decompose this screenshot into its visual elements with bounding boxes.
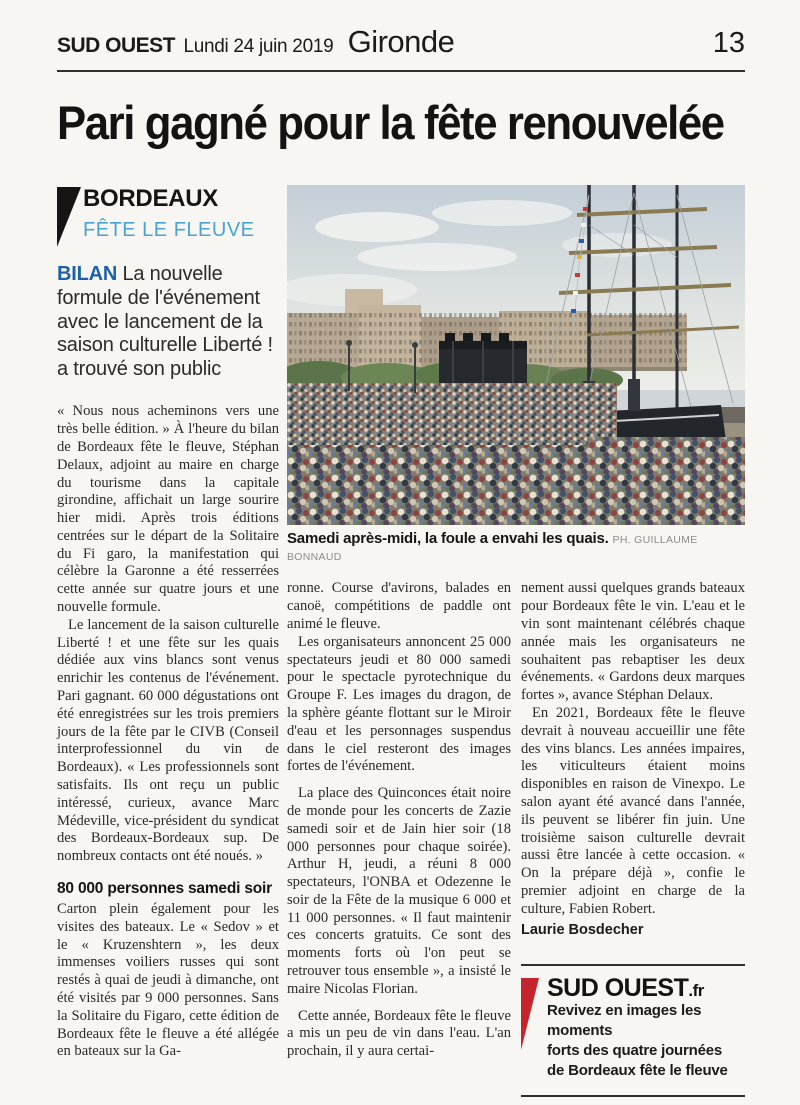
kicker-city: BORDEAUX <box>83 185 218 213</box>
photo-caption <box>287 530 745 564</box>
article-body <box>57 185 745 1096</box>
kicker-text <box>83 185 255 247</box>
column-middle <box>287 580 511 1096</box>
kicker <box>57 185 279 247</box>
lead-text: La nouvelle formule de l'événement avec le lancement de la saison culturelle Liberté ! a trouvé son public <box>57 263 273 380</box>
promo-box <box>521 964 745 1096</box>
masthead-date: Lundi 24 juin 2019 <box>183 36 334 57</box>
article-headline: Pari gagné pour la fête renouvelée <box>57 96 724 149</box>
body-paragraph: La place des Quinconces était noire de monde pour les concerts de Zazie samedi soir et de Jain hier soir (18 000 personnes pour chaque soirée). Arthur H, jeudi, a réuni 8 000 spectateurs, l'ONBA et Odezenne le soir de la Fête de la musique 6 000 et 11 000 personnes. « Il faut maintenir ces concerts gratuits. Ce sont des moments forts où l'on peut se retrouver tous ensemble », a insisté le maire Nicolas Florian. <box>287 785 511 997</box>
masthead-left <box>57 34 334 58</box>
masthead <box>57 24 745 60</box>
column-main <box>287 185 745 1096</box>
left-column-text <box>57 403 279 1061</box>
photo-caption-text: Samedi après-midi, la foule a envahi les quais. <box>287 530 609 548</box>
body-paragraph: ronne. Course d'avirons, balades en canoë, compétitions de paddle ont animé le fleuve. <box>287 580 511 632</box>
masthead-brand: SUD OUEST <box>57 34 176 57</box>
body-paragraph: Le lancement de la saison culturelle Liberté ! et une fête sur les quais dédiée aux vins blancs sont venus enrichir les contenus de l'événement. Pari gagnant. 60 000 dégustations ont été enregistrées sur les trois premiers jours de la fête par le CIVB (Conseil interprofessionnel du vin de Bordeaux). « Les professionnels sont satisfaits. Ils ont reçu un public intéressé, curieux, avance Marc Médeville, vice-président du syndicat des Bordeaux-Bordeaux sup. De nombreux contacts ont été noués. » <box>57 616 279 865</box>
kicker-topic: FÊTE LE FLEUVE <box>83 219 255 242</box>
page-number: 13 <box>712 27 745 59</box>
photo-figure <box>287 185 745 564</box>
subhead: 80 000 personnes samedi soir <box>57 880 272 898</box>
body-paragraph: Cette année, Bordeaux fête le fleuve a mis un peu de vin dans l'eau. L'an prochain, il y aura certai- <box>287 1007 511 1060</box>
lead-paragraph <box>57 263 279 381</box>
quay-crowd-ship-photo <box>287 185 745 525</box>
column-left <box>57 185 279 1096</box>
red-arrow-icon <box>521 978 539 1050</box>
photo-credit: PH. GUILLAUME BONNAUD <box>287 534 698 564</box>
body-paragraph: Les organisateurs annoncent 25 000 spectateurs jeudi et 80 000 samedi pour le spectacle pyrotechnique du Groupe F. Les images du dragon, de la sphère géante flottant sur le Miroir d'eau et les personnages suspendus dans le ciel resteront des images fortes de l'événement. <box>287 633 511 775</box>
body-paragraph: En 2021, Bordeaux fête le fleuve devrait à nouveau accueillir une fête des vins blancs. Les années impaires, les viticulteurs étaient moins disponibles en raison de Vinexpo. Le salon ayant été avancé dans l'année, ils peuvent se libérer fin juin. Une troisième saison culturelle devrait aussi être lancée à cette occasion. « On la prépare déjà », confie le premier adjoint en charge de la culture, Fabien Robert. <box>521 704 745 917</box>
promo-text-line: de Bordeaux fête le fleuve <box>547 1061 728 1079</box>
lower-columns <box>287 580 745 1096</box>
masthead-rule <box>57 70 745 72</box>
promo-brand <box>547 976 745 1001</box>
promo-text-line: forts des quatre journées <box>547 1042 723 1060</box>
lead-label: BILAN <box>57 263 118 286</box>
right-column-text <box>521 580 745 918</box>
body-paragraph: « Nous nous acheminons vers une très belle édition. » À l'heure du bilan de Bordeaux fête le fleuve, Stéphan Delaux, adjoint au maire en charge du tourisme dans la capitale girondine, affichait un large sourire hier midi. Après trois éditions centrées sur le départ de la Solitaire du Fi garo, la manifestation qui célèbre la Garonne a été resserrées cette année sur quatre jours et une nouvelle formule. <box>57 403 279 616</box>
body-paragraph: Carton plein également pour les visites des bateaux. Le « Sedov » et le « Kruzenshtern », les deux immenses voiliers russes qui sont restés à quai de jeudi à dimanche, ont été visités par 9 000 personnes. Sans la Solitaire du Figaro, cette édition de Bordeaux fête le fleuve a été allégée en bateaux sur la Ga- <box>57 900 279 1060</box>
body-paragraph: nement aussi quelques grands bateaux pour Bordeaux fête le vin. L'eau et le vin sont maintenant célébrés chaque année mais les organisateurs ne souhaitent pas rebaptiser les deux événements. « Gardons deux marques fortes », avance Stéphan Delaux. <box>521 580 745 704</box>
promo-brand-name: SUD OUEST <box>547 974 689 1003</box>
promo-brand-suffix: .fr <box>688 981 704 1001</box>
black-arrow-icon <box>57 187 81 247</box>
section-title: Gironde <box>347 24 455 59</box>
column-right <box>521 580 745 1096</box>
promo-body <box>547 976 745 1080</box>
byline: Laurie Bosdecher <box>521 922 644 939</box>
promo-text-line: Revivez en images les moments <box>547 1002 702 1040</box>
